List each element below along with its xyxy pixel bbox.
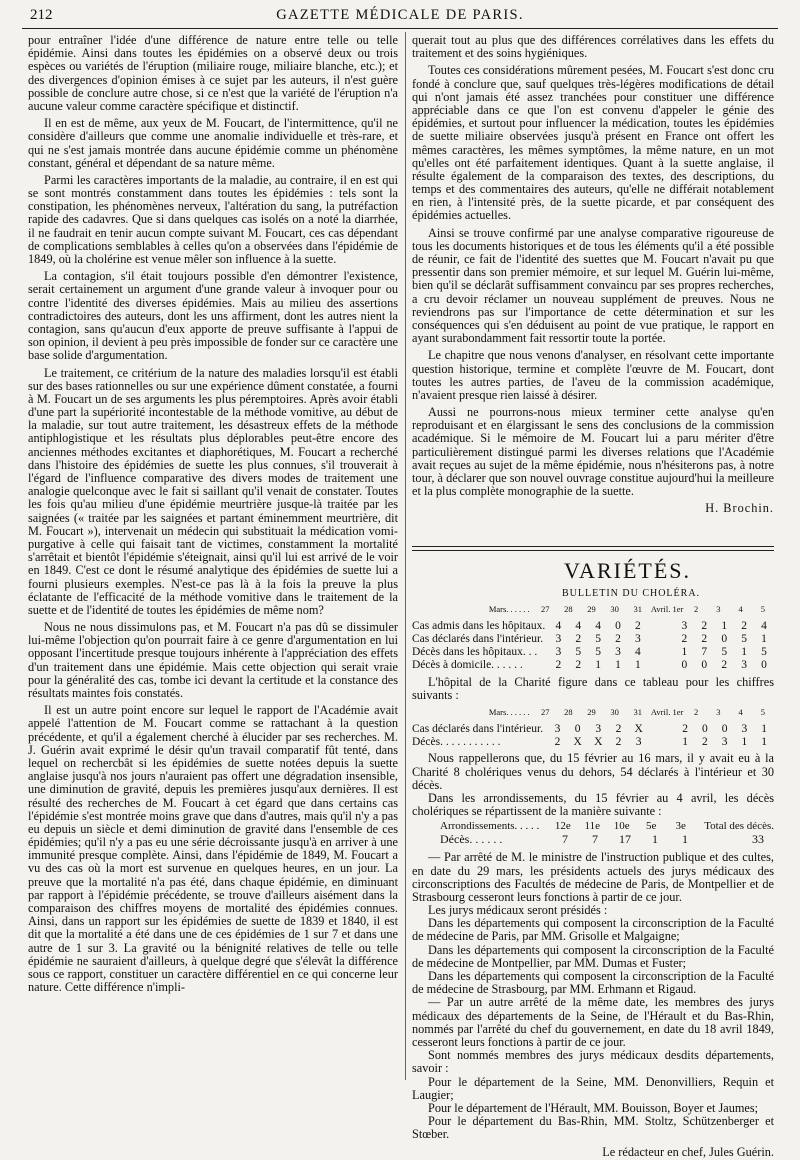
table-cell: 2 [741,620,747,632]
table-cell: 1 [721,620,728,632]
table-cell: 3 [554,723,561,736]
table-header-cell: 4 [738,707,743,718]
table-cell: 0 [761,659,767,671]
arrondissement-col: 5e [646,820,657,833]
row-label: Décès à domicile. . . . . . [412,659,523,671]
row-label: Décès dans les hôpitaux. . . [412,646,538,658]
table-cell: 3 [635,633,641,645]
paragraph: Ainsi se trouve confirmé par une analyse comparative rigoureuse de tous les documents historiques et de tous les éléments qu'il a été possible de réunir, ce fait de l'identité des suettes que M. Foucart n'avait pu que pressentir dans son premier mémoire, et sur lequel M. Guérin lui-même, bien qu'il se déclarât suffisamment convaincu par ses propres recherches, a cru devoir réclamer un nouveau supplément de preuves. Nous ne reviendrons pas sur l'importance de cette détermination et sur les conséquences qui s'en déduisent au point de vue pratique, le rapport en ayant surabondamment fait ressortir toute la portée. [412,225,774,346]
table-header-cell: Mars. . . . . . [488,604,530,614]
deces-value: 1 [652,832,658,847]
table-cell [649,736,675,749]
table-cell: 5 [721,646,728,658]
table-row [412,736,774,749]
table-cell: 3 [721,736,728,749]
table-cell: 1 [682,736,688,749]
paragraph: Parmi les caractères importants de la maladie, au contraire, il en est qui se sont montrés constamment dans toutes les épidémies : tels sont la constipation, les phénomènes nerveux, l'altération du sang, la putréfaction rapide des cadavres. Que si dans quelques cas isolés on a noté la diarrhée, il ne faudrait en tenir aucun compte suivant M. Foucart, ces cas dépendant de complications semblables à celles qu'on a observées dans l'épidémie de 1849, où la cholérine est venue mêler son influence à la suette. [28,172,398,266]
row-label: Cas déclarés dans l'intérieur. [412,723,544,736]
table-row [412,723,774,736]
table-cell: 1 [741,646,747,658]
table-header-row [412,706,774,719]
paragraph: Dans les arrondissements, du 15 février au 4 avril, les décès cholériques se répartissent de la manière suivante : [412,790,774,819]
table-header-cell: 3 [716,604,721,614]
table-cell: 1 [635,659,641,671]
table-header-cell: 5 [760,604,765,614]
table-cell: 1 [761,723,767,736]
table-row [412,659,774,672]
deces-label: Décès. . . . . . [440,832,503,847]
table-cell: 2 [615,736,622,749]
table-cell: 3 [635,736,642,749]
table-header-cell: 30 [610,707,619,718]
table-cell: 2 [681,633,688,645]
table-header-cell: Mars. . . . . . [488,707,530,718]
table-cell: 1 [761,736,767,749]
table-cell: 2 [701,633,708,645]
table-cell: 5 [575,646,582,658]
left-column [28,34,398,998]
table-header-cell: 2 [693,707,699,718]
right-column-article [412,34,774,516]
table-cell: 2 [555,659,562,671]
table-cell: 4 [575,620,582,632]
arrondissement-col: 11e [584,820,600,833]
table-cell: 3 [595,723,602,736]
bulletin-title: BULLETIN DU CHOLÉRA. [562,588,701,599]
table-cell: 5 [595,633,601,645]
table-cell: 2 [635,620,641,632]
table-cell: X [634,723,643,736]
row-label: Cas admis dans les hôpitaux. [412,620,546,632]
table-cell: 5 [595,646,601,658]
paragraph: Les jurys médicaux seront présidés : [428,903,608,918]
table-cell: 1 [681,646,688,658]
varietes-section [412,558,774,1160]
table-cell [648,646,675,659]
author-signature: H. Brochin. [705,501,774,516]
table-header-cell: 29 [587,707,596,718]
table-cell: 1 [741,736,748,749]
paragraph: Le chapitre que nous venons d'analyser, en résolvant cette importante question historique, termine et complète l'œuvre de M. Foucart, dont toutes les autres parties, de l'aveu de la commission académique, n'avaient presque rien laissé à désirer. [412,348,774,402]
table-cell: 3 [681,620,688,632]
table-header-cell: Avril. 1er [650,604,684,614]
table-header-cell: 28 [564,604,573,614]
journal-title: GAZETTE MÉDICALE DE PARIS. [276,7,524,23]
paragraph: Dans les départements qui composent la circonscription de la Faculté de médecine de Strasbourg, par MM. Erhmann et Rigaud. [412,969,774,997]
table-cell: 2 [701,736,708,749]
table-row [412,620,774,633]
table-cell: 2 [575,659,582,671]
table-cell: 1 [615,659,621,671]
table-cell: 4 [761,620,767,632]
table-cell: 3 [615,646,621,658]
arrondissement-col: 12e [554,820,571,833]
table-cell: 0 [721,633,728,645]
table-cell: 2 [615,633,621,645]
table-cell: 4 [595,620,601,632]
charite-table-body [412,723,774,749]
table-cell: 5 [761,646,767,658]
deces-value: 7 [562,832,568,847]
row-label: Cas déclarés dans l'intérieur. [412,633,544,645]
table-cell [649,723,675,736]
table-cell: 0 [615,620,621,632]
table-header-cell: 31 [633,604,642,614]
deces-value: 1 [682,832,688,847]
paragraph: pour entraîner l'idée d'une différence de nature entre telle ou telle épidémie. Ainsi dans toutes les épidémies on a observé deux ou trois espèces ou variétés de l'éruption (miliaire rouge, miliaire blanche, etc.); et des divergences d'opinion émises à ce sujet par les auteurs, il n'est guère possible de conclure autre chose, si ce n'est que la variété de l'éruption n'a aucune valeur comme caractère spécifique et distinctif. [28,33,398,113]
page-header [22,4,778,29]
table-header-cell: 27 [540,604,550,614]
table-header-cell: 3 [716,707,721,718]
paragraph: Le traitement, ce critérium de la nature des maladies lorsqu'il est établi sur des bases rationnelles ou sur une expérience dûment constatée, a fourni à M. Foucart un de ses arguments les plus péremptoires. Après avoir établi d'une part la supériorité incontestable de la méthode vomitive, au début de la maladie, sur tout autre traitement, les désastreux effets de la méthode antiphlogistique et les résultats plus déplorables peut-être encore des anciennes méthodes excitantes et diaphorétiques, M. Foucart a recherché dans l'histoire des épidémies de suette les plus connues, s'il trouverait à l'égard de l'influence comparative des divers modes de traitement une analogie quelconque avec le fait si saillant qu'il venait de constater. Toutes les fois qu'au milieu d'une épidémie meurtrière jusque-là traitée par les saignées (« traitée par les saignées et partant éminemment meurtrière, dit M. Foucart »), intervenait un médecin qui substituait la médication vomi-purgative à celle qui faisait tant de victimes, constamment la mortalité s'arrêtait et bientôt l'épidémie s'éteignait, ainsi qu'il lui est arrivé de le voir en 1849. C'est ce dont le résumé analytique des épidémies de suette lui a fourni plusieurs exemples. N'est-ce pas là à la fois la preuve la plus éclatante de l'efficacité de la méthode vomitive dans le traitement de la suette et de l'identité de toutes les épidémies de même nom? [28,365,398,617]
paragraph: Sont nommés membres des jurys médicaux desdits départements, savoir : [412,1048,774,1076]
table-header-cell: Avril. 1er [650,707,684,718]
charite-table [412,706,774,719]
table-cell: X [594,736,603,749]
table-cell [648,620,675,633]
table-cell [648,659,675,672]
paragraph: Nous ne nous dissimulons pas, et M. Foucart n'a pas dû se dissimuler lui-même l'objection qu'on pourrait faire à ce genre d'argumentation en lui opposant l'incertitude presque toujours inhérente à l'appréciation des effets d'un traitement dans une épidémie. Mais cette objection qui serait vraie pour la généralité des cas, tombe ici devant la certitude et la constance des résultats maintes fois constatés. [28,620,398,700]
paragraph: Il en est de même, aux yeux de M. Foucart, de l'intermittence, qu'il ne considère d'ailleurs que comme une anomalie individuelle et très-rare, et qui ne s'est jamais montrée dans aucune épidémie comme un phénomène constant, général et dépendant de sa nature même. [28,116,398,170]
table-cell: 0 [574,723,581,736]
table-header-cell: 29 [587,604,596,614]
charite-intro: L'hôpital de la Charité figure dans ce tableau pour les chiffres suivants : [412,675,774,703]
paragraph: querait tout au plus que des différences corrélatives dans les effets du traitement et des soins hygiéniques. [412,33,774,61]
table-cell: 0 [721,723,728,736]
paragraph: Il est un autre point encore sur lequel le rapport de l'Académie avait appelé l'attention de M. Foucart comme se rattachant à la question précédente, et qu'il a également cherché à élucider par ses recherches. M. J. Guérin avait exprimé le désir qu'un travail comparatif fût tenté, dans lequel on rechercbât si les épidémies de suette notées depuis la suette anglaise jusqu'à nos jours n'auraient pas offert une dégradation insensible, une diminution de gravité, depuis les premières jusqu'aux dernières. Il est résulté des recherches de M. Foucart à cet égard que dans certains cas l'épidémie s'est montrée moins grave que dans d'autres, mais qu'il n'y a pas eu depuis un siècle et demi diminution de gravité dans l'ensemble de ces épidémies; qu'il n'y a pas eu une série décroissante jusqu'à en arriver à une immunité presque complète. Ainsi, dans l'épidémie de 1849, M. Foucart a vu des cas où la mort est survenue en quelques heures, en un jour. La preuve que la mortalité n'a pas été, dans chaque épidémie, en diminuant par rapport à l'épidémie précédente, se trouve d'ailleurs aisément dans la comparaison des chiffres moyens de mortalité des épidémies connues. Ainsi, dans un rapport sur les épidémies de suette de 1839 et 1840, il est dit que la mortalité a été dans une de ces épidémies de 1 sur 7 et dans une autre de 1 sur 3. La gravité ou la bénignité relatives de telle ou telle épidémie ne sauraient d'ailleurs, à quelque degré que s'élevât la différence sous ce rapport, constituer un caractère différentiel en ce qui concerne leur nature. Cette différence n'impli- [28,703,398,995]
paragraph: Aussi ne pourrons-nous mieux terminer cette analyse qu'en reproduisant et en élargissant le sens des conclusions de la commission académique. Si le mémoire de M. Foucart lui a paru mériter d'être particulièrement distingué parmi les diverses relations que l'Académie avait reçues au sujet de la même épidémie, nous n'hésiterons pas, à notre tour, à déclarer que son nouvel ouvrage constitue aujourd'hui la meilleure et la plus complète monographie de la suette. [412,405,774,499]
row-label: Décès. . . . . . . . . . . [412,736,501,749]
table-cell: 5 [741,633,747,645]
paragraph: Pour le département de la Seine, MM. Denonvilliers, Requin et Laugier; [412,1074,774,1102]
arrondissement-col: 3e [675,820,686,833]
paragraph: — Par arrêté de M. le ministre de l'instruction publique et des cultes, en date du 29 mars, les présidents actuels des jurys médicaux des circonscriptions des Facultés de médecine de Paris, de Montpellier et de Strasbourg cesseront leurs fonctions à partir de ce jour. [412,850,774,904]
table-cell: 3 [555,646,562,658]
table-cell: 0 [681,659,688,671]
table-header-cell: 31 [633,707,642,718]
table-cell: 2 [682,723,688,736]
cholera-table [412,603,774,616]
table-row [412,633,774,646]
editor-signoff: Le rédacteur en chef, Jules Guérin. [602,1145,774,1160]
deces-value: 7 [592,832,598,847]
table-header-cell: 27 [540,707,550,718]
table-cell: 1 [761,633,767,645]
table-cell: 3 [555,633,562,645]
section-title: VARIÉTÉS. [564,558,691,583]
paragraph: La contagion, s'il était toujours possible d'en démontrer l'existence, serait certainement un argument d'une grande valeur à invoquer pour ou contre l'identité des diverses épidémies. Mais au milieu des assertions contradictoires des auteurs, dont les uns affirment, dont les autres nient la contagion, sans qu'aucun d'eux apporte de preuve suffisante à l'appui de son opinion, il devient à peu près impossible de fonder sur ce caractère une base solide d'argumentation. [28,269,398,363]
table-cell: 2 [554,736,561,749]
table-header-cell: 30 [610,604,619,614]
table-cell: 3 [741,723,748,736]
paragraph: Dans les départements qui composent la circonscription de la Faculté de médecine de Montpellier, par MM. Dumas et Fuster; [412,942,774,970]
table-cell: 1 [595,659,601,671]
arrondissements-header [440,820,774,832]
table-cell: 2 [721,659,728,671]
paragraph: Dans les départements qui composent la circonscription de la Faculté de médecine de Paris, par MM. Grisolle et Malgaigne; [412,916,774,944]
table-cell: 7 [701,646,708,658]
arrondissement-col: 10e [613,820,630,833]
table-cell: 2 [701,620,708,632]
table-cell: 3 [741,659,747,671]
paragraph: Pour le département de l'Hérault, MM. Bouisson, Boyer et Jaumes; [428,1100,759,1115]
section-divider [412,546,774,551]
paragraph: — Par un autre arrêté de la même date, les membres des jurys médicaux des départements de la Seine, de l'Hérault et du Bas-Rhin, nommés par l'arrêté du chef du gouvernement, en date du 18 avril 1849, cesseront leurs fonctions à partir de ce jour. [412,995,774,1049]
table-cell: X [573,736,582,749]
deces-value: 17 [619,832,631,847]
paragraph: Nous rappellerons que, du 15 février au 16 mars, il y avait eu à la Charité 8 cholériques venus du dehors, 54 déclarés à l'intérieur et 30 décès. [412,751,774,792]
page-number: 212 [30,7,53,23]
table-cell: 2 [615,723,622,736]
table-cell: 4 [635,646,641,658]
table-cell: 0 [701,659,708,671]
table-cell [648,633,675,646]
table-header-cell: 2 [693,604,699,614]
total-label: Total des décès. [704,820,774,833]
paragraph: Toutes ces considérations mûrement pesées, M. Foucart s'est donc cru fondé à conclure que, sauf quelques très-légères modifications de détail qui n'ont jamais été assez tranchées pour constituer une différence appréciable dans ce que l'on est convenu d'appeler le génie des épidémies, et surtout pour influencer la médication, toutes les épidémies de suette miliaire observées jusqu'à présent en France ont offert les mêmes caractères, les mêmes symptômes, la même nature, en un mot qu'elles ont été parfaitement identiques. Quant à la suette anglaise, il résulte également de la comparaison des textes, des descriptions, du temps et des commentaires des auteurs, qu'elle ne différait notablement en rien, à l'intensité près, de la suette picarde, et par conséquent des épidémies actuelles. [412,63,774,223]
deces-total: 33 [752,832,764,847]
table-cell: 4 [555,620,562,632]
paragraph: Pour le département du Bas-Rhin, MM. Stoltz, Schützenberger et Stœber. [412,1114,774,1142]
table-header-cell: 4 [738,604,743,614]
arrondissements-label: Arrondissements. . . . . [440,820,540,833]
arrondissements-values [440,832,774,847]
table-header-row [412,603,774,616]
cholera-table-body [412,620,774,672]
table-cell: 2 [575,633,582,645]
table-header-cell: 5 [760,707,765,718]
table-header-cell: 28 [564,707,573,718]
table-row [412,646,774,659]
column-divider [405,32,406,1080]
table-cell: 0 [701,723,708,736]
